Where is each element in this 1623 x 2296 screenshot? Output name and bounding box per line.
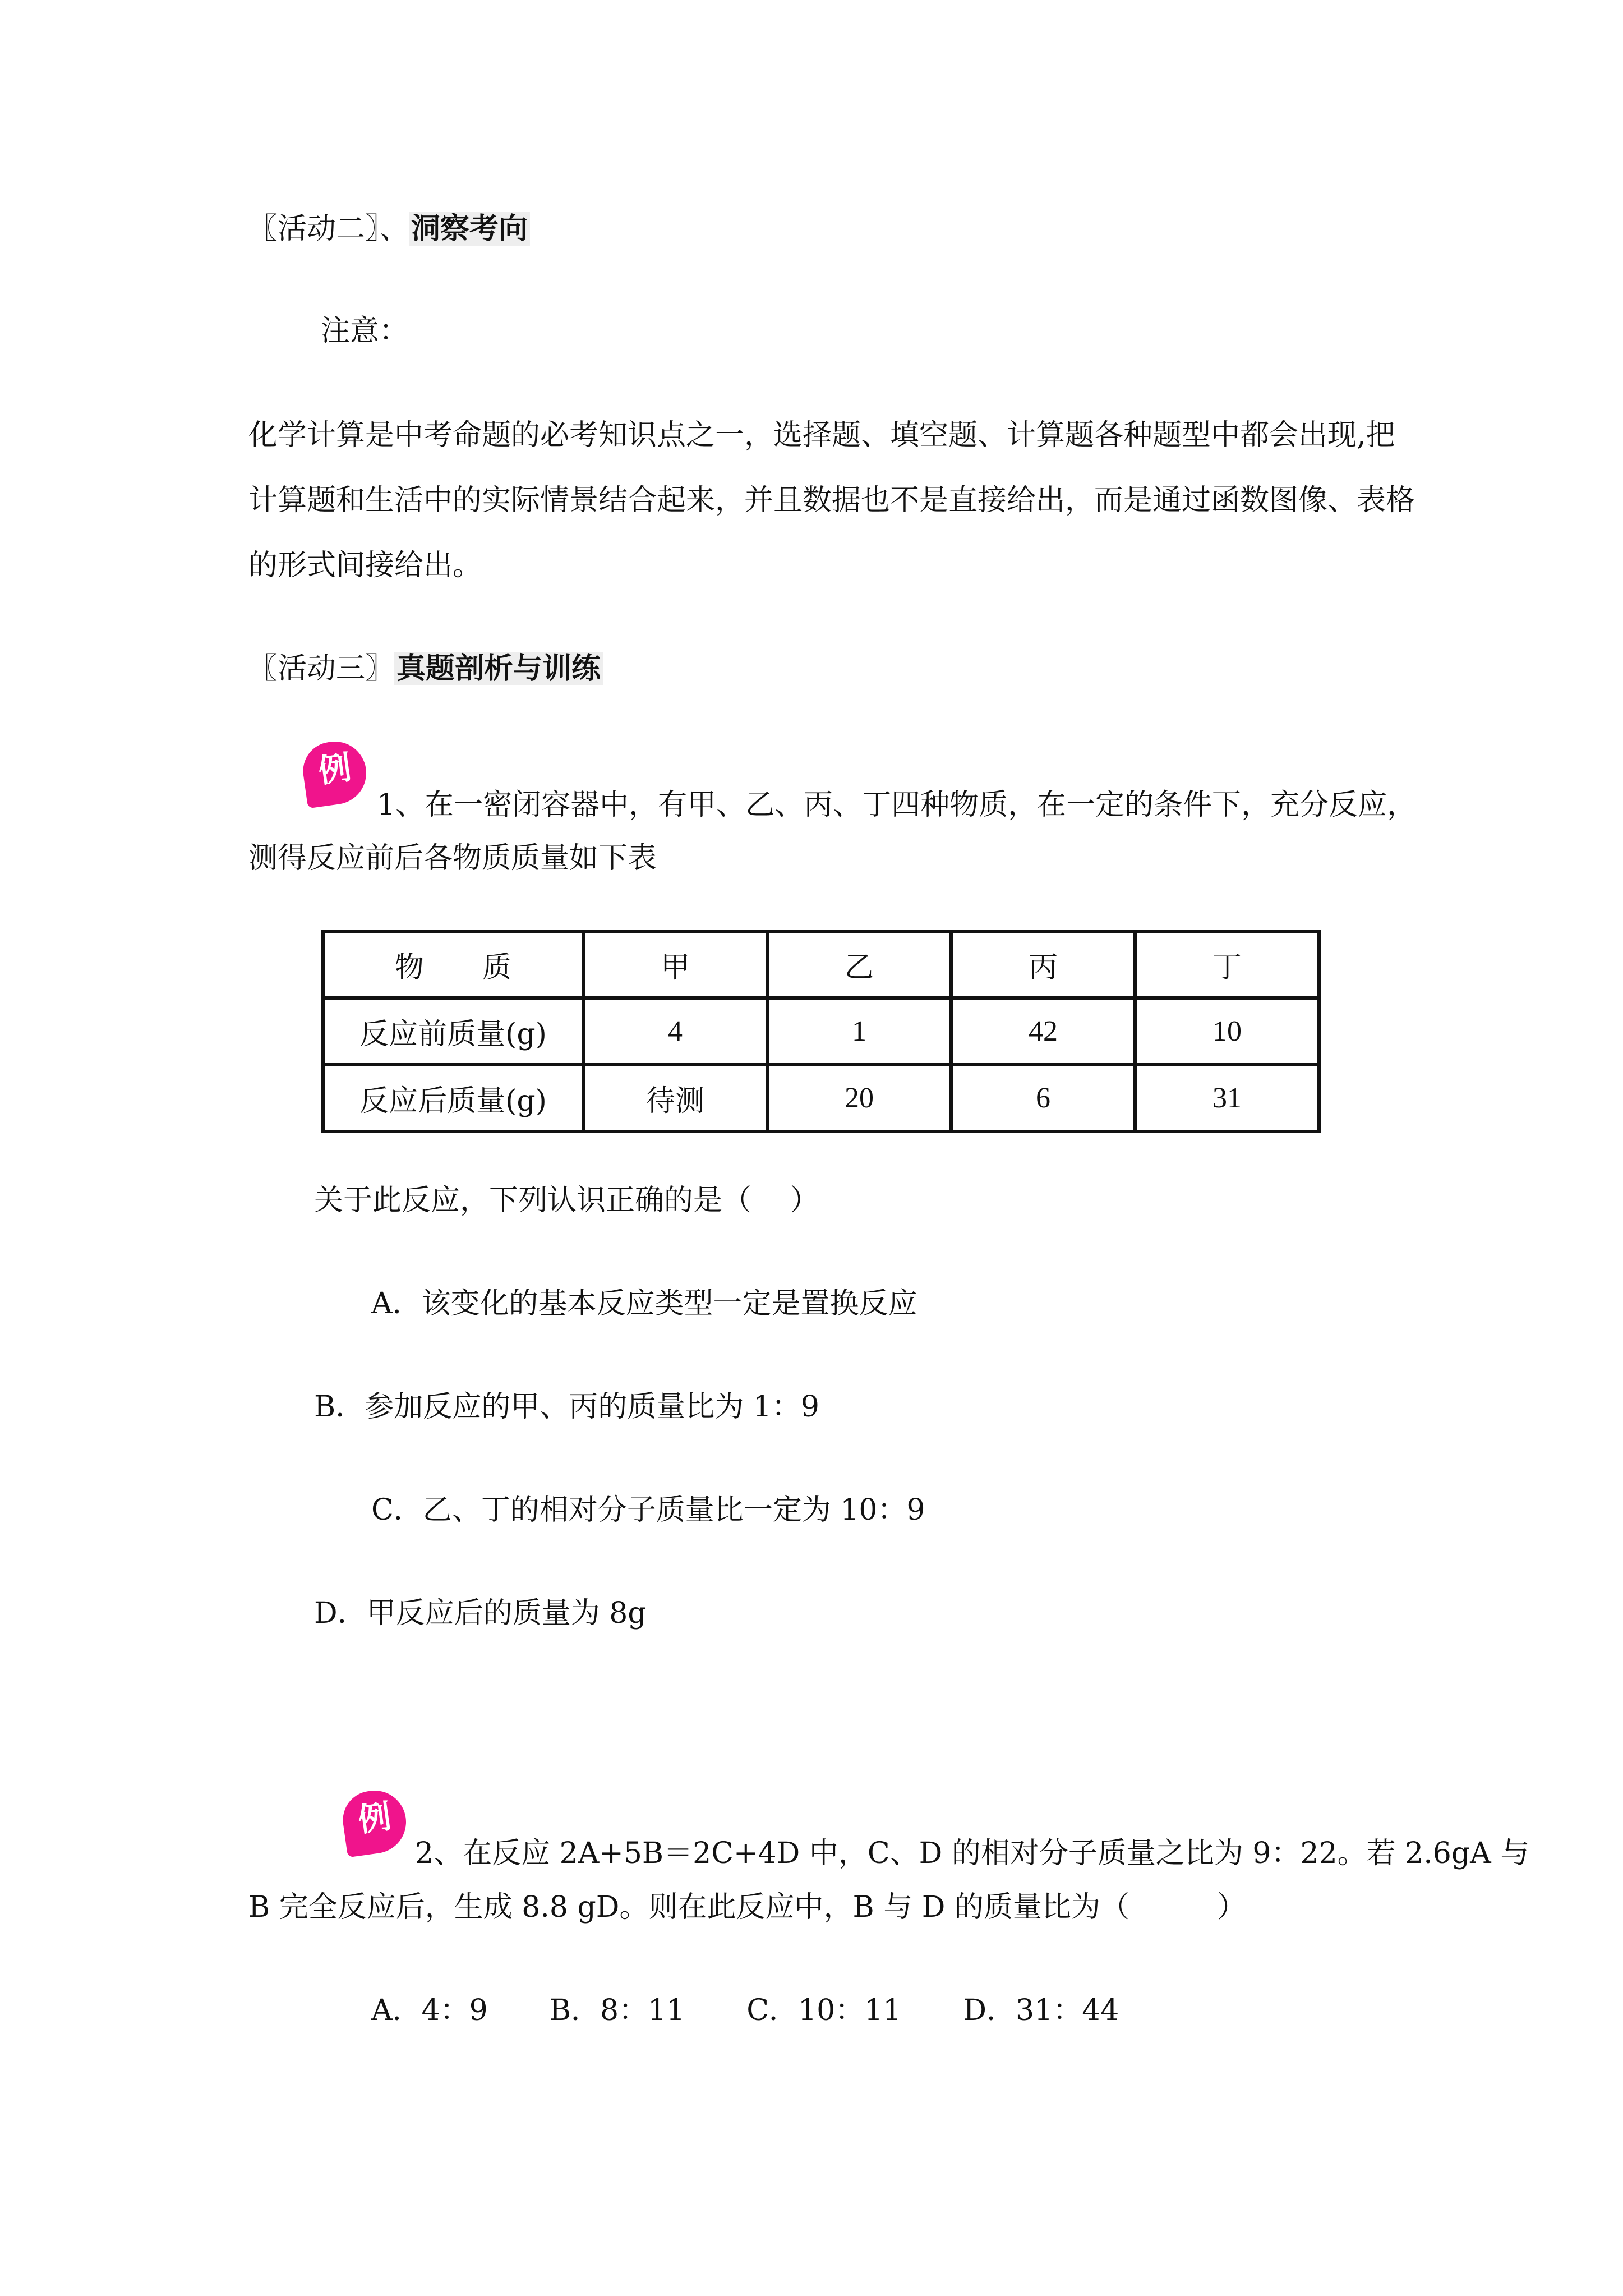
activity-2-heading <box>248 211 530 247</box>
mass-table <box>321 930 1321 1133</box>
table-cell: 1 <box>767 998 951 1065</box>
example-1-option-c: C．乙、丁的相对分子质量比一定为 10：9 <box>371 1493 925 1527</box>
table-cell: 4 <box>583 998 767 1065</box>
table-row <box>323 998 1319 1065</box>
activity-3-heading <box>248 651 603 687</box>
table-cell: 42 <box>951 998 1135 1065</box>
table-cell: 6 <box>951 1065 1135 1131</box>
example-2-line-1: 2、在反应 2A+5B＝2C+4D 中，C、D 的相对分子质量之比为 9：22。若 2.6gA 与 <box>415 1837 1530 1870</box>
table-cell: 31 <box>1135 1065 1319 1131</box>
table-row-label: 反应后质量(g) <box>323 1065 583 1131</box>
example-1-option-a: A．该变化的基本反应类型一定是置换反应 <box>371 1287 917 1320</box>
table-header-cell: 丙 <box>951 931 1135 998</box>
intro-line-3: 的形式间接给出。 <box>248 549 482 582</box>
activity-3-title: 真题剖析与训练 <box>394 652 603 685</box>
example-badge-icon <box>303 742 366 804</box>
example-2-option-d: D．31：44 <box>963 1994 1119 2027</box>
table-row-label: 反应前质量(g) <box>323 998 583 1065</box>
example-1-question: 关于此反应，下列认识正确的是（ ） <box>314 1184 819 1217</box>
activity-2-title: 洞察考向 <box>409 212 530 246</box>
note-label: 注意： <box>321 314 409 348</box>
example-2-options <box>371 1993 1119 2028</box>
example-2-option-b: B．8：11 <box>549 1994 685 2027</box>
activity-3-bracket: 〖活动三〗 <box>248 652 395 685</box>
example-badge-icon <box>343 1791 406 1853</box>
table-cell: 10 <box>1135 998 1319 1065</box>
table-cell: 20 <box>767 1065 951 1131</box>
table-header-cell: 乙 <box>767 931 951 998</box>
table-row <box>323 1065 1319 1131</box>
table-header-cell: 甲 <box>583 931 767 998</box>
table-cell: 待测 <box>583 1065 767 1131</box>
badge-glyph: 例 <box>356 1797 394 1839</box>
example-1-option-d: D．甲反应后的质量为 8g <box>314 1596 647 1630</box>
example-2-option-c: C．10：11 <box>746 1994 902 2027</box>
intro-line-1: 化学计算是中考命题的必考知识点之一，选择题、填空题、计算题各种题型中都会出现,把 <box>248 418 1395 452</box>
example-1-line-2: 测得反应前后各物质质量如下表 <box>248 841 657 875</box>
badge-glyph: 例 <box>316 748 354 790</box>
intro-line-2: 计算题和生活中的实际情景结合起来，并且数据也不是直接给出，而是通过函数图像、表格 <box>248 484 1415 517</box>
example-1-option-b: B．参加反应的甲、丙的质量比为 1：9 <box>314 1390 819 1424</box>
table-header-cell: 丁 <box>1135 931 1319 998</box>
example-2-option-a: A．4：9 <box>371 1994 488 2027</box>
example-2-line-2: B 完全反应后，生成 8.8 gD。则在此反应中，B 与 D 的质量比为（ ） <box>248 1890 1246 1924</box>
table-header-cell: 物 质 <box>323 931 583 998</box>
activity-2-bracket: 〖活动二〗、 <box>248 212 409 246</box>
example-1-line-1: 1、在一密闭容器中，有甲、乙、丙、丁四种物质，在一定的条件下，充分反应， <box>377 788 1417 822</box>
table-header-row <box>323 931 1319 998</box>
